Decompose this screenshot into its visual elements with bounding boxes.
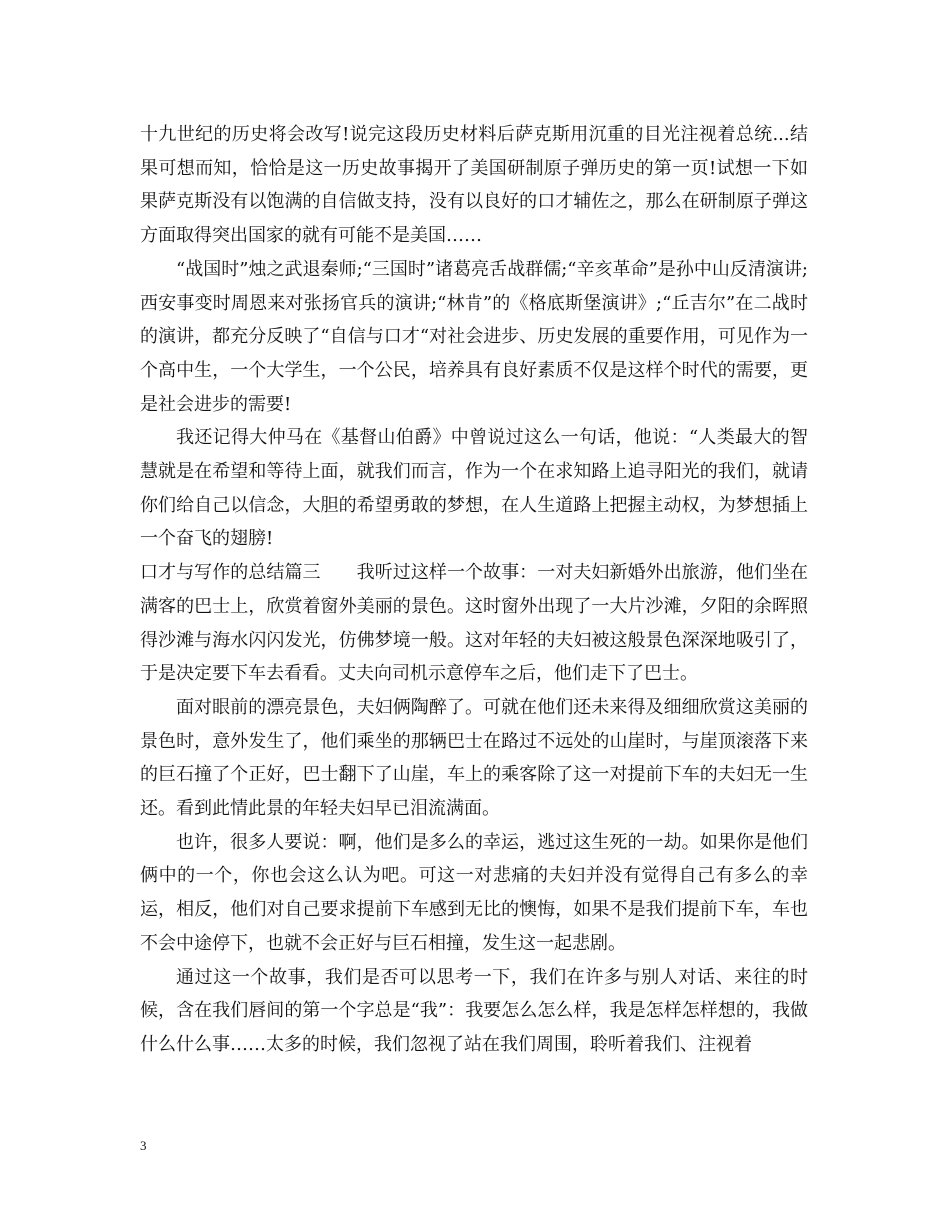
paragraph-2: “战国时”烛之武退秦师;“三国时”诸葛亮舌战群儒;“辛亥革命”是孙中山反清演讲;西安事变时周恩来对张扬官兵的演讲;“林肯”的《格底斯堡演讲》;“丘吉尔”在二战时的演讲，都充分反映了“自信与口才“对社会进步、历史发展的重要作用，可见作为一个高中生，一个大学生，一个公民，培养具有良好素质不仅是这样个时代的需要，更是社会进步的需要!: [140, 258, 808, 415]
paragraph-4: 口才与写作的总结篇三 我听过这样一个故事：一对夫妇新婚外出旅游，他们坐在满客的巴士上，欣赏着窗外美丽的景色。这时窗外出现了一大片沙滩，夕阳的余晖照得沙滩与海水闪闪发光，仿佛梦境一般。这对年轻的夫妇被这般景色深深地吸引了，于是决定要下车去看看。丈夫向司机示意停车之后，他们走下了巴士。: [140, 562, 808, 685]
paragraph-5: 面对眼前的漂亮景色，夫妇俩陶醉了。可就在他们还未来得及细细欣赏这美丽的景色时，意外发生了，他们乘坐的那辆巴士在路过不远处的山崖时，与崖顶滚落下来的巨石撞了个正好，巴士翻下了山崖，车上的乘客除了这一对提前下车的夫妇无一生还。看到此情此景的年轻夫妇早已泪流满面。: [140, 696, 808, 820]
document-body: [140, 118, 808, 1062]
page-number: 3: [140, 1138, 147, 1153]
paragraph-1: 十九世纪的历史将会改写!说完这段历史材料后萨克斯用沉重的目光注视着总统...结果可想而知，恰恰是这一历史故事揭开了美国研制原子弹历史的第一页!试想一下如果萨克斯没有以饱满的自信做支持，没有以良好的口才辅佐之，那么在研制原子弹这方面取得突出国家的就有可能不是美国……: [140, 124, 808, 247]
paragraph-7: 通过这一个故事，我们是否可以思考一下，我们在许多与别人对话、来往的时候，含在我们唇间的第一个字总是“我”：我要怎么怎么样，我是怎样怎样想的，我做什么什么事……太多的时候，我们忽视了站在我们周围，聆听着我们、注视着: [140, 966, 808, 1055]
paragraph-3: 我还记得大仲马在《基督山伯爵》中曾说过这么一句话，他说：“人类最大的智慧就是在希望和等待上面，就我们而言，作为一个在求知路上追寻阳光的我们，就请你们给自己以信念，大胆的希望勇敢的梦想，在人生道路上把握主动权，为梦想插上一个奋飞的翅膀!: [140, 427, 808, 550]
paragraph-6: 也许，很多人要说：啊，他们是多么的幸运，逃过这生死的一劫。如果你是他们俩中的一个，你也会这么认为吧。可这一对悲痛的夫妇并没有觉得自己有多么的幸运，相反，他们对自己要求提前下车感到无比的懊悔，如果不是我们提前下车，车也不会中途停下，也就不会正好与巨石相撞，发生这一起悲剧。: [140, 831, 808, 954]
